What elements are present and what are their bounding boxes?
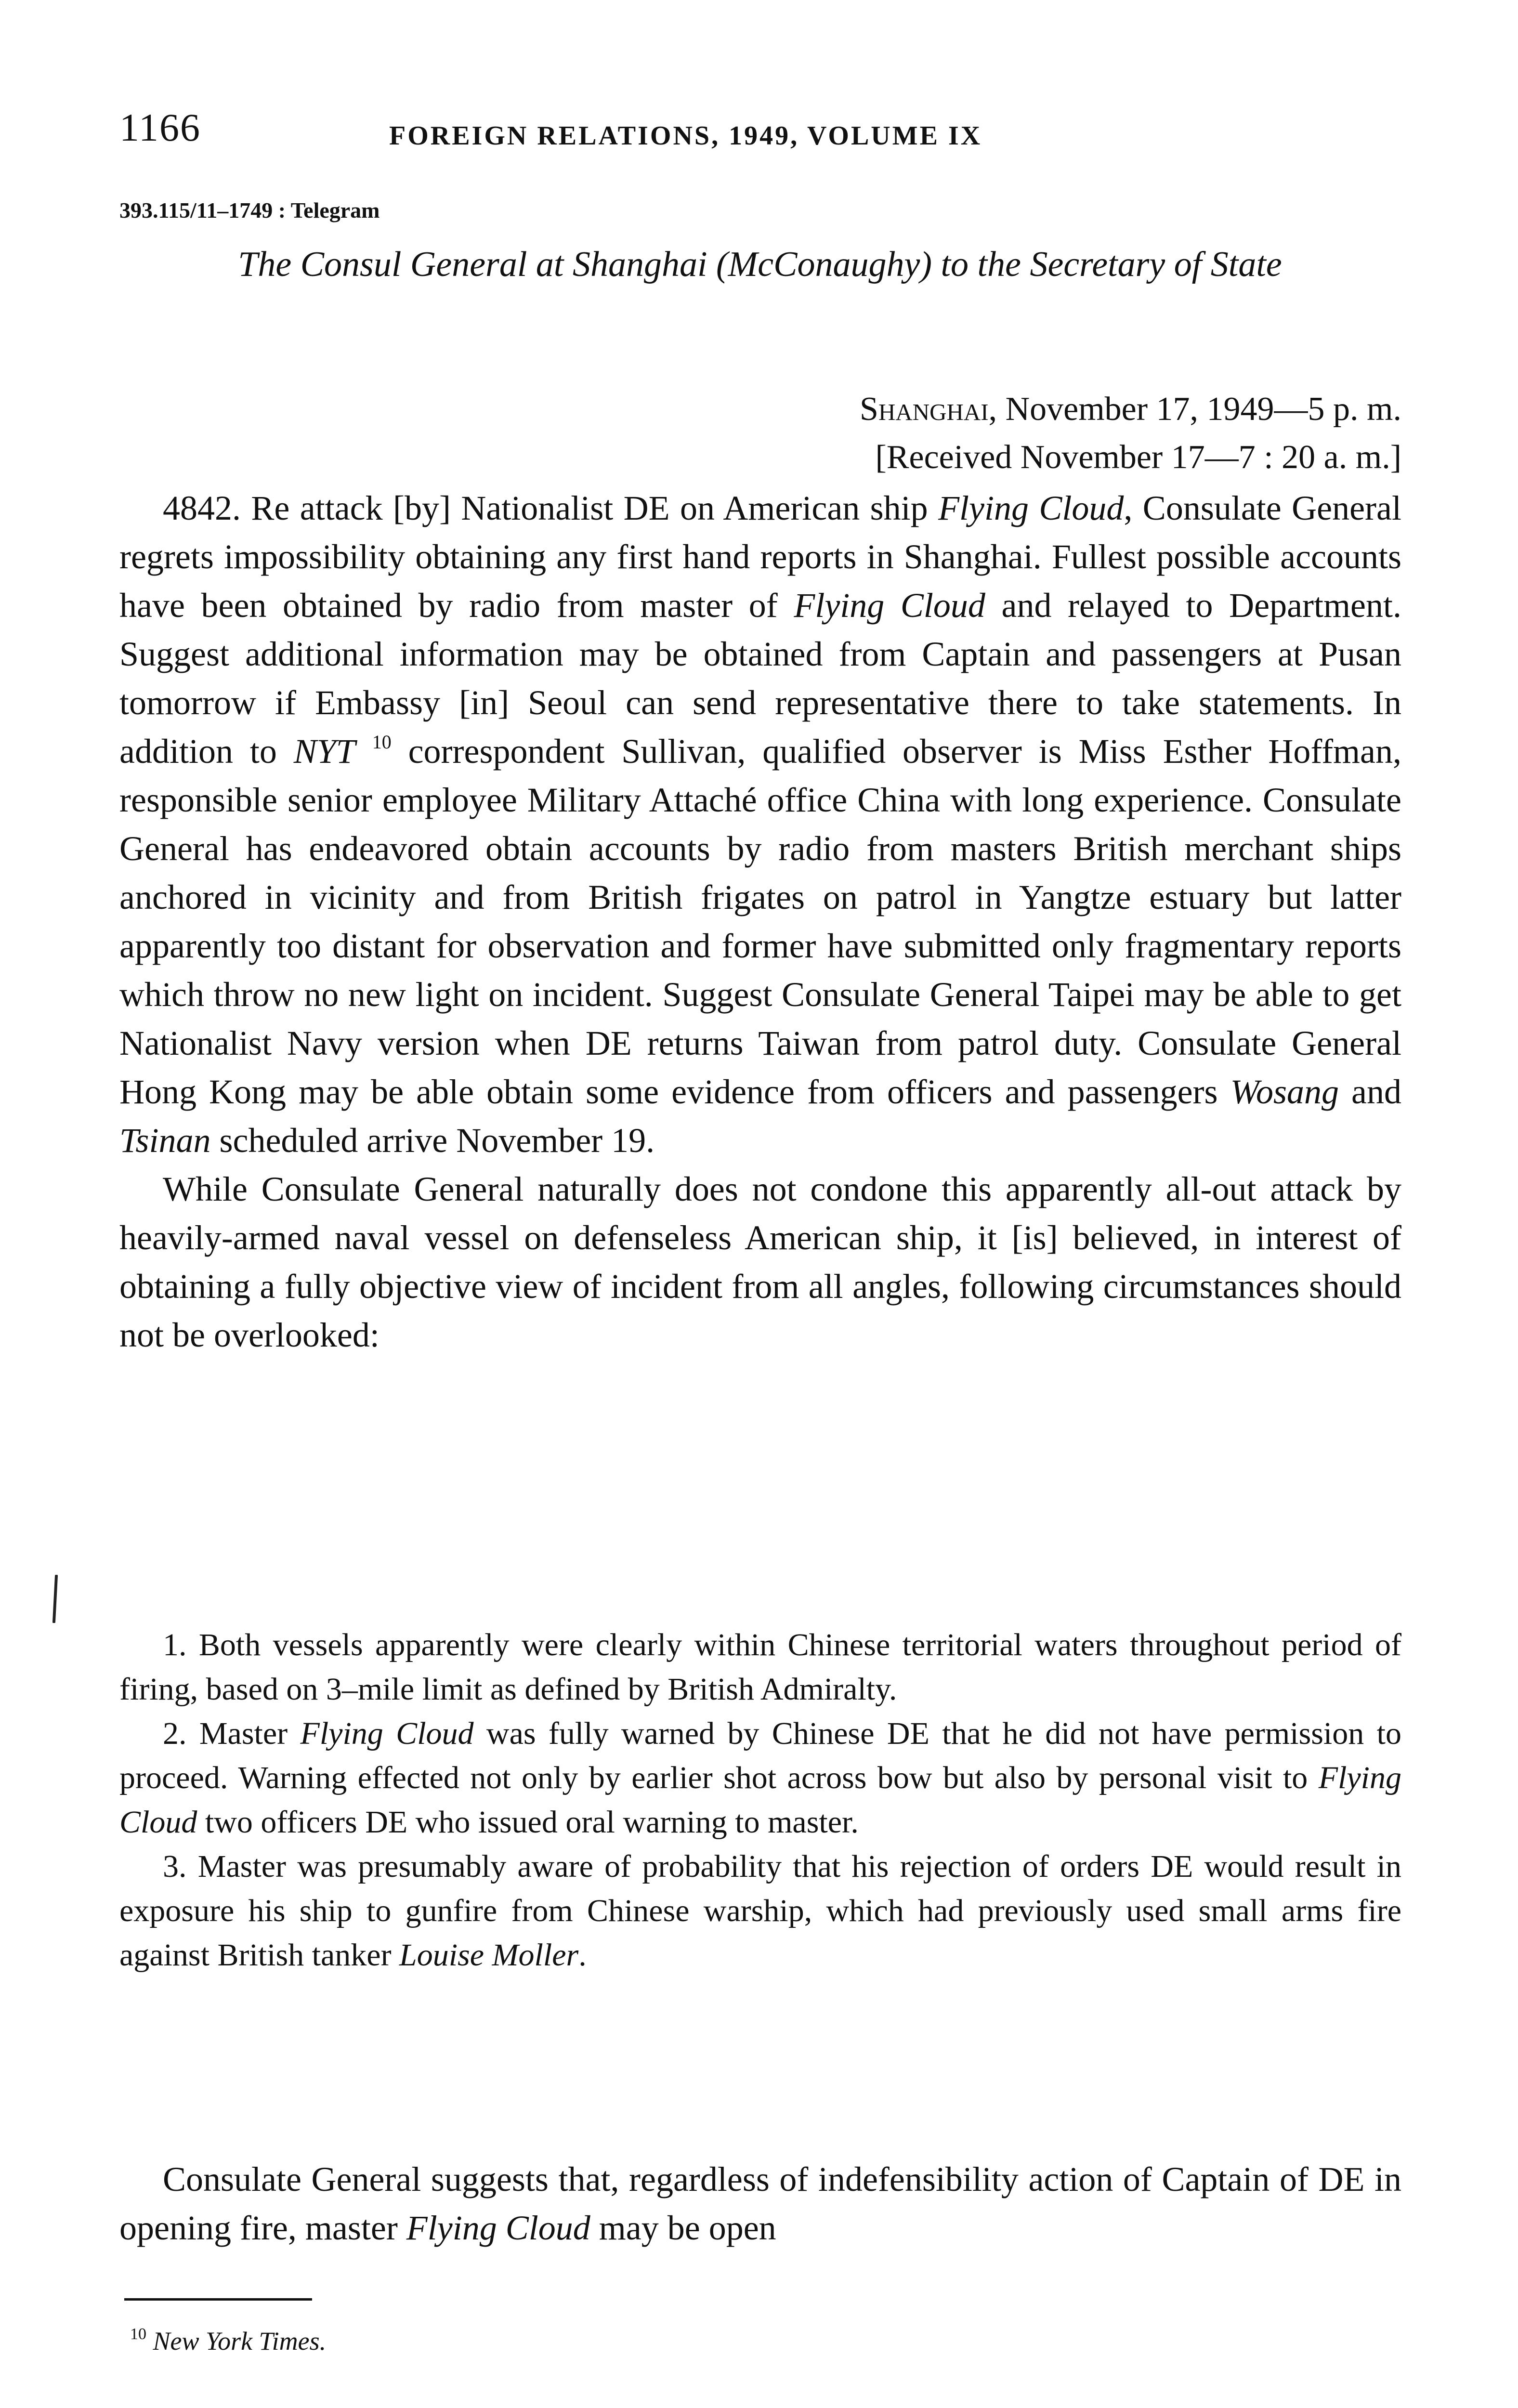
- list-item-2: [119, 1712, 1401, 1845]
- margin-pencil-mark: [52, 1575, 59, 1623]
- file-reference: 393.115/11–1749 : Telegram: [119, 198, 380, 222]
- document-title: The Consul General at Shanghai (McConaughy) to the Secretary of State: [238, 245, 1282, 284]
- telegram-body-1: [119, 484, 1401, 1360]
- paragraph-2: While Consulate General naturally does not condone this apparently all-out attack by heavily-armed naval vessel on defenseless American ship, it [is] believed, in interest of obtaining a fully objective view of incident from all angles, following circumstances should not be overlooked:: [119, 1170, 1401, 1354]
- dateline-sent: [578, 385, 1401, 433]
- text-run: two officers DE who issued oral warning to master.: [197, 1805, 859, 1840]
- text-run: may be open: [590, 2209, 776, 2247]
- dateline-date: November 17, 1949—5 p. m.: [1005, 391, 1401, 428]
- ship-name: Flying Cloud: [406, 2209, 590, 2247]
- list-item-1: 1. Both vessels apparently were clearly within Chinese territorial waters throughout period of firing, based on 3–mile limit as defined by British Admiralty.: [119, 1627, 1401, 1707]
- dateline: [578, 385, 1401, 482]
- paragraph-1: [119, 484, 1401, 1165]
- telegram-body-2: [119, 2155, 1401, 2252]
- text-run: 2. Master: [163, 1716, 301, 1751]
- text-run: .: [578, 1937, 587, 1973]
- ship-name: Tsinan: [119, 1121, 211, 1160]
- text-run: and: [1338, 1073, 1401, 1111]
- text-run: and relayed to Department. Suggest additional information may be obtained from Captain and passengers at Pusan tomorrow if Embassy [in] Seoul can send representative there to take statements. In addition to: [119, 586, 1401, 771]
- dateline-place: Shanghai,: [860, 391, 997, 428]
- text-run: 4842. Re attack [by] Nationalist DE on American ship: [163, 489, 939, 527]
- ship-name: Flying Cloud: [300, 1716, 474, 1751]
- page-number: 1166: [119, 105, 201, 149]
- footnote: [130, 2326, 326, 2356]
- ship-name: Flying Cloud: [794, 586, 985, 625]
- numbered-list: [119, 1623, 1401, 1977]
- footnote-rule: [124, 2298, 312, 2301]
- ship-name: Flying Cloud: [938, 489, 1124, 527]
- dateline-received: [Received November 17—7 : 20 a. m.]: [875, 439, 1401, 476]
- text-run: scheduled arrive November 19.: [210, 1121, 655, 1160]
- text-run: 3. Master was presumably aware of probability that his rejection of orders DE would result in exposure his ship to gunfire from Chinese warship, which had previously used small arms fire against British tanker: [119, 1849, 1401, 1973]
- footnote-ref: 10: [372, 731, 392, 753]
- footnote-marker: 10: [130, 2325, 146, 2343]
- text-run: Consulate General suggests that, regardless of indefensibility action of Captain of DE in opening fire, master: [119, 2160, 1401, 2247]
- text-run: correspondent Sullivan, qualified observer is Miss Esther Hoffman, responsible senior employee Military Attaché office China with long experience. Consulate General has endeavored obtain accounts by radio from masters British merchant ships anchored in vicinity and from British frigates on patrol in Yangtze estuary but latter apparently too distant for observation and former have submitted only fragmentary reports which throw no new light on incident. Suggest Consulate General Taipei may be able to get Nationalist Navy version when DE returns Taiwan from patrol duty. Consulate General Hong Kong may be able obtain some evidence from officers and passengers: [119, 732, 1401, 1111]
- running-title: FOREIGN RELATIONS, 1949, VOLUME IX: [389, 121, 982, 151]
- text-run: , Consulate General regrets impossibility obtaining any first hand reports in Shanghai. Fullest possible accounts have been obtained by radio from master of: [119, 489, 1401, 625]
- paragraph-3: [119, 2155, 1401, 2252]
- ship-name: Flying Cloud: [119, 1760, 1401, 1840]
- footnote-text: New York Times.: [153, 2327, 327, 2356]
- text-run: was fully warned by Chinese DE that he did not have permission to proceed. Warning effected not only by earlier shot across bow but also by personal visit to: [119, 1716, 1401, 1795]
- ship-name: Louise Moller: [399, 1937, 579, 1973]
- publication-abbrev: NYT: [293, 732, 355, 771]
- ship-name: Wosang: [1230, 1073, 1339, 1111]
- list-item-3: [119, 1845, 1401, 1977]
